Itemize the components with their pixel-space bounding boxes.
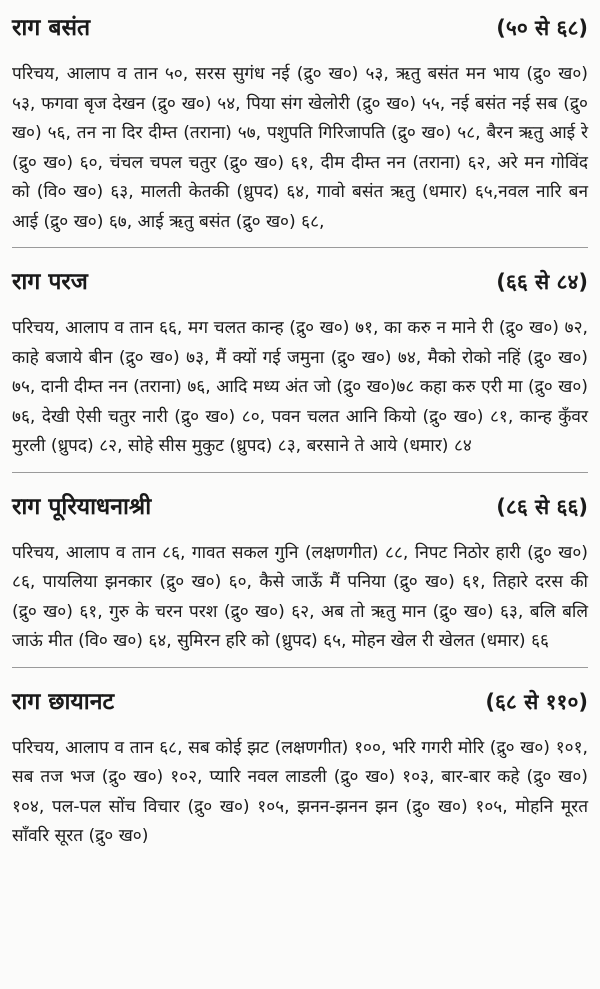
- section-header: [12, 262, 588, 302]
- section-title: राग छायानट: [12, 688, 115, 715]
- section-page-range: (८६ से ६६): [496, 494, 588, 519]
- section-contents: परिचय, आलाप व तान ६८, सब कोई झट (लक्षणगीत) १००, भरि गगरी मोरि (द्रु० ख०) १०१, सब तज भज (द्रु० ख०) १०२, प्यारि नवल लाडली (द्रु० ख०) १०३, बार-बार कहे (द्रु० ख०) १०४, पल-पल सोंच विचार (द्रु० ख०) १०५, झनन-झनन झन (द्रु० ख०) १०५, मोहनि मूरत साँवरि सूरत (द्रु० ख०): [12, 737, 588, 846]
- section-page-range: (६६ से ८४): [496, 270, 588, 294]
- section-title: राग बसंत: [12, 15, 91, 41]
- section-header: [12, 8, 588, 48]
- section-page-range: (५० से ६८): [496, 16, 588, 40]
- section-divider: [12, 667, 588, 668]
- section-title: राग पूरियाधनाश्री: [12, 493, 152, 520]
- section-raag-basant: [12, 8, 588, 237]
- section-divider: [12, 247, 588, 248]
- section-divider: [12, 472, 588, 473]
- section-header: [12, 682, 588, 722]
- section-page-range: (६८ से ११०): [485, 689, 588, 714]
- section-title: राग परज: [12, 269, 88, 295]
- section-raag-puriyadhanashri: [12, 487, 588, 657]
- section-contents: परिचय, आलाप व तान ८६, गावत सकल गुनि (लक्षणगीत) ८८, निपट निठोर हारी (द्रु० ख०) ८६, पायलिया झनकार (द्रु० ख०) ६०, कैसे जाऊँ मैं पनिया (द्रु० ख०) ६१, तिहारे दरस की (द्रु० ख०) ६१, गुरु के चरन परश (द्रु० ख०) ६२, अब तो ऋतु मान (द्रु० ख०) ६३, बलि बलि जाऊं मीत (वि० ख०) ६४, सुमिरन हरि को (ध्रुपद) ६५, मोहन खेल री खेलत (धमार) ६६: [12, 542, 588, 651]
- section-contents: परिचय, आलाप व तान ५०, सरस सुगंध नई (द्रु० ख०) ५३, ऋतु बसंत मन भाय (द्रु० ख०) ५३, फगवा बृज देखन (द्रु० ख०) ५४, पिया संग खेलोरी (द्रु० ख०) ५५, नई बसंत नई सब (द्रु० ख०) ५६, तन ना दिर दीम्त (तराना) ५७, पशुपति गिरिजापति (द्रु० ख०) ५८, बैरन ऋतु आई रे (द्रु० ख०) ६०, चंचल चपल चतुर (द्रु० ख०) ६१, दीम दीम्त नन (तराना) ६२, अरे मन गोविंद को (वि० ख०) ६३, मालती केतकी (ध्रुपद) ६४, गावो बसंत ऋतु (धमार) ६५,नवल नारि बन आई (द्रु० ख०) ६७, आई ऋतु बसंत (द्रु० ख०) ६८,: [12, 64, 588, 232]
- section-raag-paraj: [12, 262, 588, 462]
- section-contents: परिचय, आलाप व तान ६६, मग चलत कान्ह (द्रु० ख०) ७१, का करु न माने री (द्रु० ख०) ७२, काहे बजाये बीन (द्रु० ख०) ७३, मैं क्यों गई जमुना (द्रु० ख०) ७४, मैको रोको नहिं (द्रु० ख०) ७५, दानी दीम्त नन (तराना) ७६, आदि मध्य अंत जो (द्रु० ख०)७८ कहा करु एरी मा (द्रु० ख०) ७६, देखी ऐसी चतुर नारी (द्रु० ख०) ८०, पवन चलत आनि कियो (द्रु० ख०) ८१, कान्ह कुँवर मुरली (ध्रुपद) ८२, सोहे सीस मुकुट (ध्रुपद) ८३, बरसाने ते आये (धमार) ८४: [12, 318, 588, 456]
- section-raag-chhayanat: [12, 682, 588, 852]
- section-header: [12, 487, 588, 527]
